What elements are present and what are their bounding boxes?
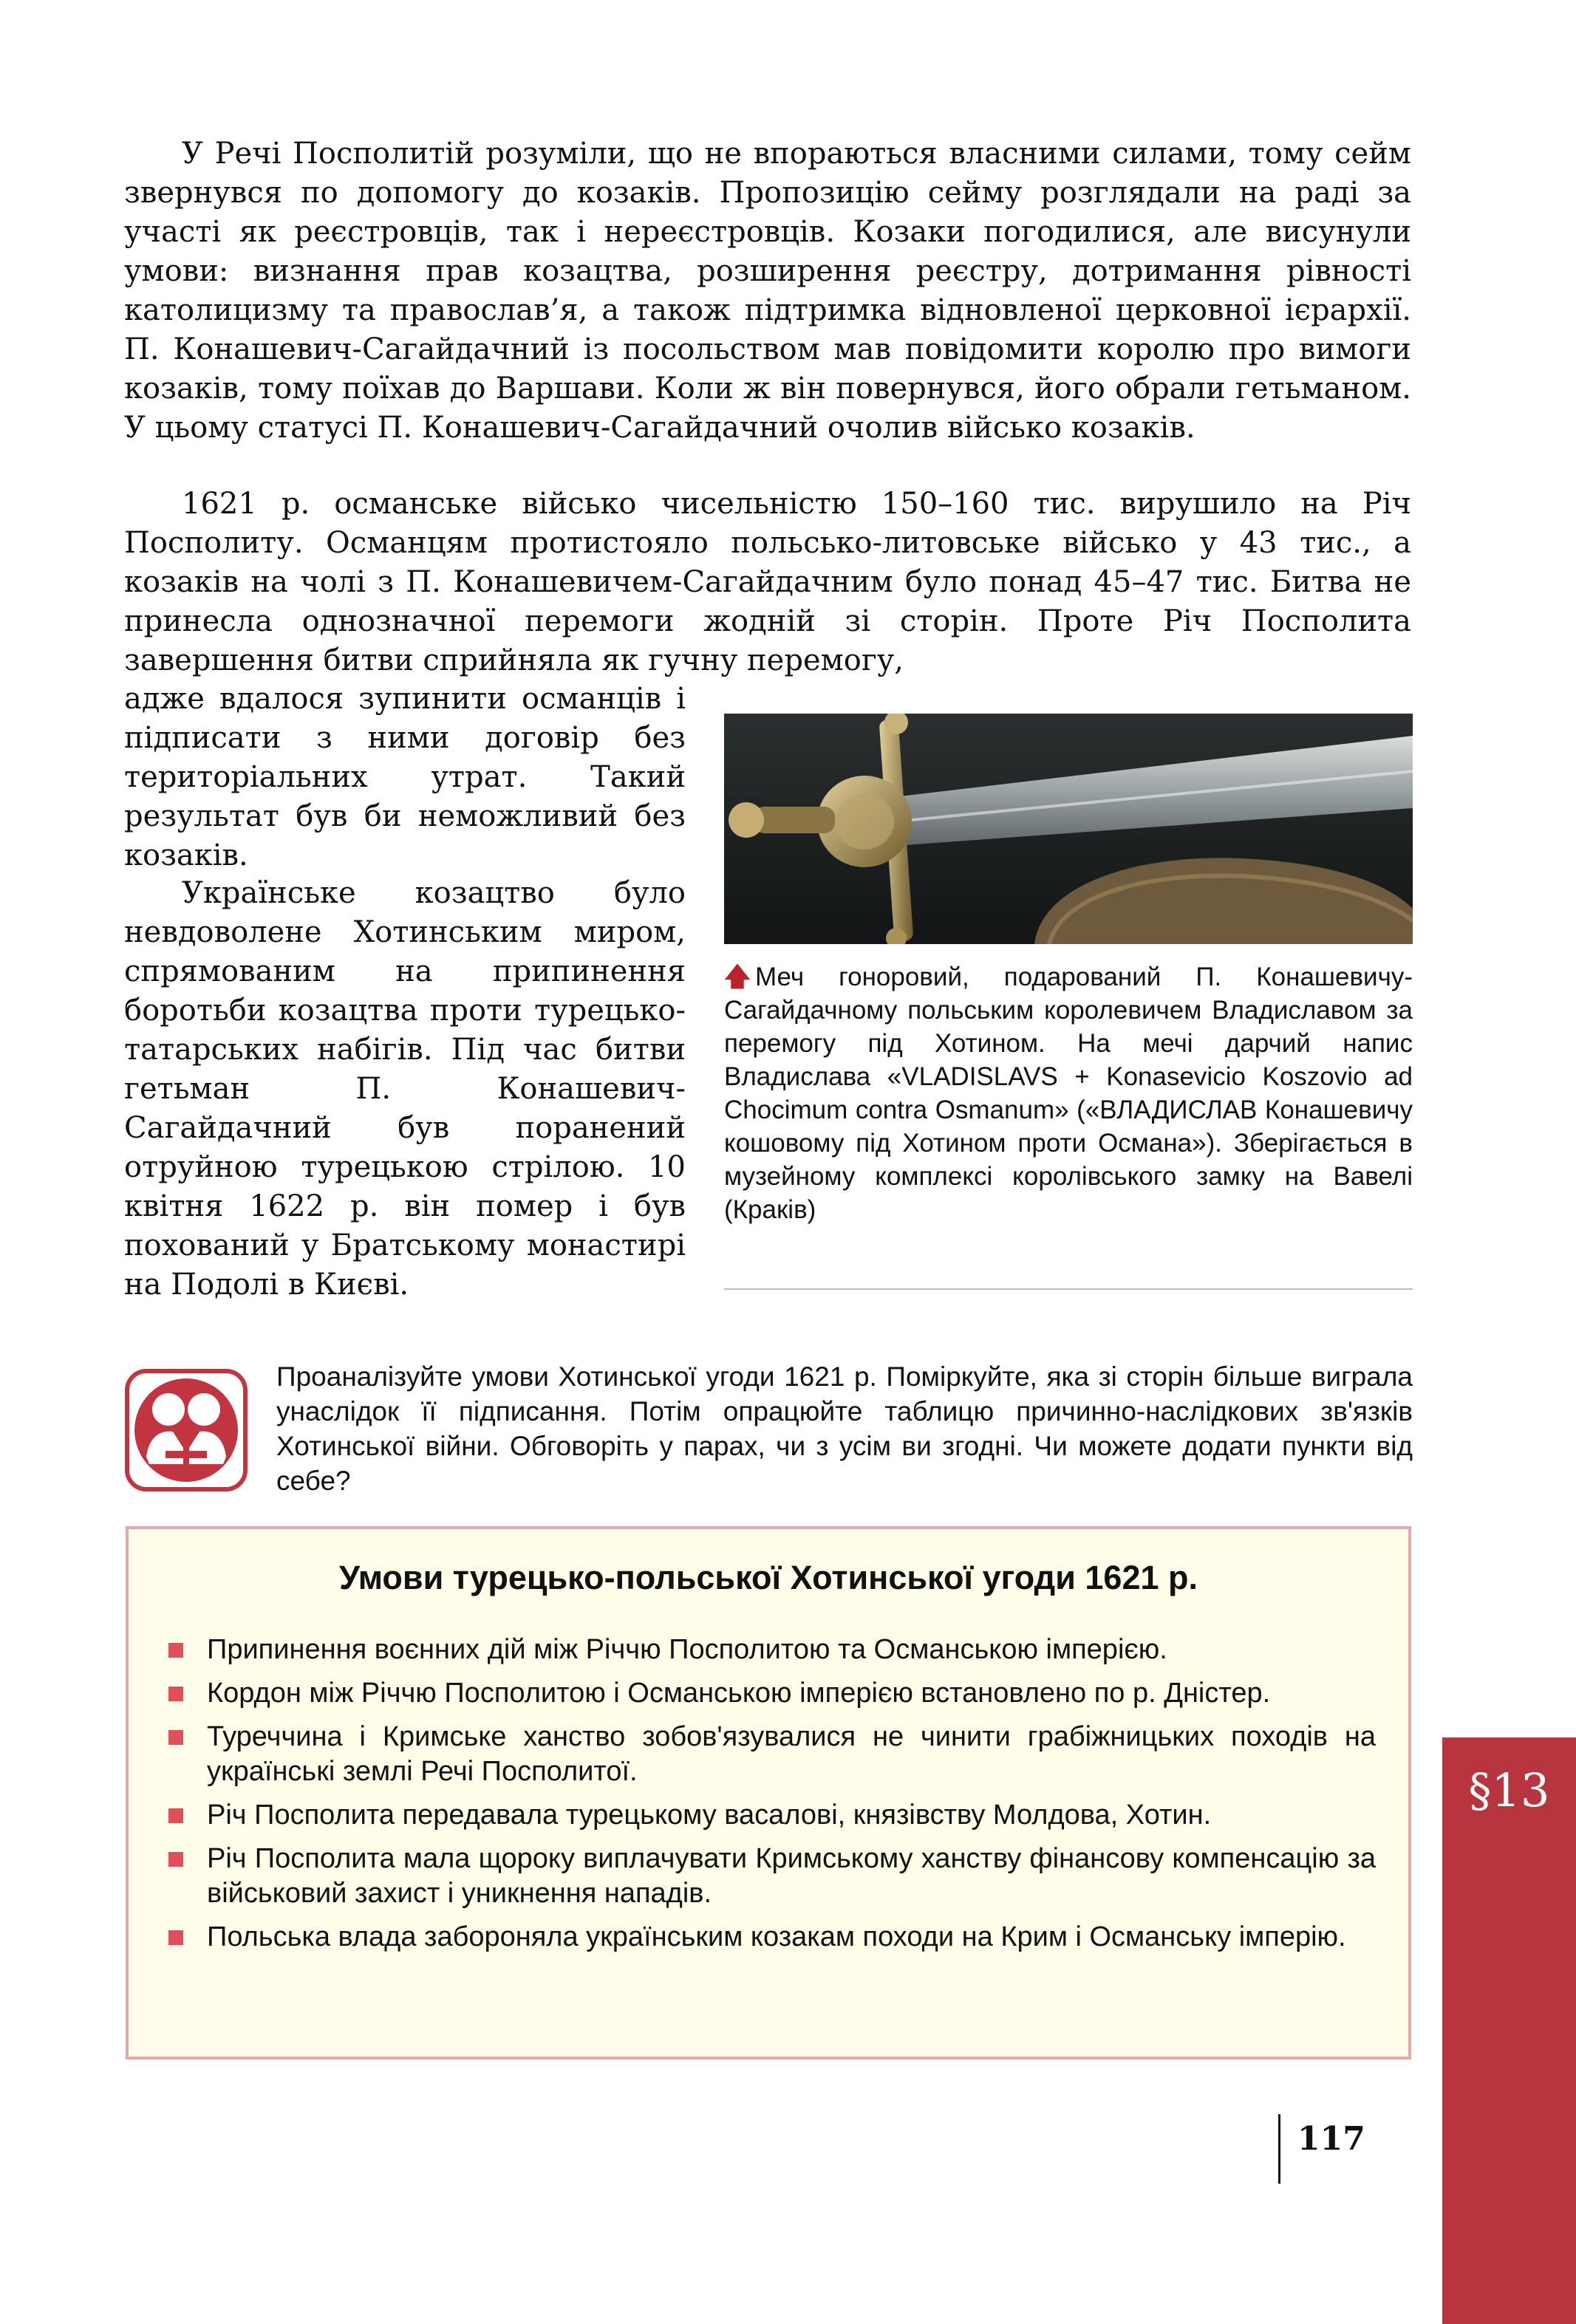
page-number-divider <box>1278 2114 1280 2184</box>
paragraph-intro: У Речі Посполитій розуміли, що не впораються власними силами, тому сейм звернувся по допомогу до козаків. Пропозицію сейму розглядали на раді за участі як реєстровців, так і нереєстровців. Козаки погодилися, але висунули умови: визнання прав козацтва, розширення реєстру, дотримання рівності католицизму та православ’я, а також підтримка відновленої церковної ієрархії. П. Конашевич-Сагайдачний із посольством мав повідомити королю про вимоги козаків, тому поїхав до Варшави. Коли ж він повернувся, його обрали гетьманом. У цьому статусі П. Конашевич-Сагайдачний очолив військо козаків. <box>124 137 1411 445</box>
square-bullet-icon <box>168 1686 183 1701</box>
square-bullet-icon <box>168 1852 183 1867</box>
square-bullet-icon <box>168 1643 183 1658</box>
list-item: Туреччина і Кримське ханство зобов'язувалися не чинити грабіжницьких походів на українські землі Речі Посполитої. <box>164 1720 1376 1789</box>
paragraph-battle-continued: адже вдалося зупинити османців і підписати з ними договір без територіальних утрат. Такий результат був би неможливий без козаків. <box>124 682 686 872</box>
caption-divider <box>724 1288 1413 1290</box>
conditions-box <box>126 1526 1411 2060</box>
square-bullet-icon <box>168 1808 183 1823</box>
photo-caption <box>724 960 1413 1226</box>
list-item: Річ Посполита передавала турецькому васалові, князівству Молдова, Хотин. <box>164 1798 1376 1833</box>
photo-caption-text: Меч гоноровий, подарований П. Конашевичу-Сагайдачному польським королевичем Владиславом за перемогу під Хотином. На мечі дарчий напис Владислава «VLADISLAVS + Konasevicio Koszovio ad Chocimum contra Osmanum» («ВЛАДИСЛАВ Конашевичу кошовому під Хотином проти Османа»). Зберігається в музейному комплексі королівського замку на Вавелі (Краків) <box>724 963 1413 1224</box>
list-item: Припинення воєнних дій між Річчю Посполитою та Османською імперією. <box>164 1633 1376 1667</box>
square-bullet-icon <box>168 1730 183 1745</box>
list-item: Кордон між Річчю Посполитою і Османською імперією встановлено по р. Дністер. <box>164 1676 1376 1711</box>
paragraph-cossack-discontent: Українське козацтво було невдоволене Хотинським миром, спрямованим на припинення боротьби козацтва проти турецько-татарських набігів. Під час битви гетьман П. Конашевич-Сагайдачний був поранений отруйною турецькою стрілою. 10 квітня 1622 р. він помер і був похований у Братському монастирі на Подолі в Києві. <box>124 876 686 1302</box>
arrow-up-icon: 🡅 <box>724 963 751 991</box>
section-tab <box>1442 1737 1576 2324</box>
page-number: 117 <box>1297 2120 1365 2158</box>
paragraph-battle: 1621 р. османське військо чисельністю 150–160 тис. вирушило на Річ Посполиту. Османцям протистояло польсько-литовське військо у 43 тис., а козаків на чолі з П. Конашевичем-Сагайдачним було понад 45–47 тис. Битва не принесла однозначної перемоги жодній зі сторін. Проте Річ Посполита завершення битви сприйняла як гучну перемогу, <box>124 487 1411 677</box>
sword-illustration <box>724 714 1413 944</box>
list-item: Польська влада забороняла українським козакам походи на Крим і Османську імперію. <box>164 1920 1376 1955</box>
conditions-list <box>164 1633 1376 1964</box>
task-text: Проаналізуйте умови Хотинської угоди 1621 р. Поміркуйте, яка зі сторін більше виграла унаслідок її підписання. Потім опрацюйте таблицю причинно-наслідкових зв'язків Хотинської війни. Обговоріть у парах, чи з усім ви згодні. Чи можете додати пункти від себе? <box>276 1361 1413 1496</box>
pair-work-icon <box>124 1368 248 1492</box>
section-label: §13 <box>1468 1763 1550 1817</box>
list-item: Річ Посполита мала щороку виплачувати Кримському ханству фінансову компенсацію за військовий захист і уникнення нападів. <box>164 1842 1376 1911</box>
conditions-title: Умови турецько-польської Хотинської угоди 1621 р. <box>320 1556 1217 1600</box>
square-bullet-icon <box>168 1930 183 1945</box>
sword-photo <box>724 714 1413 944</box>
